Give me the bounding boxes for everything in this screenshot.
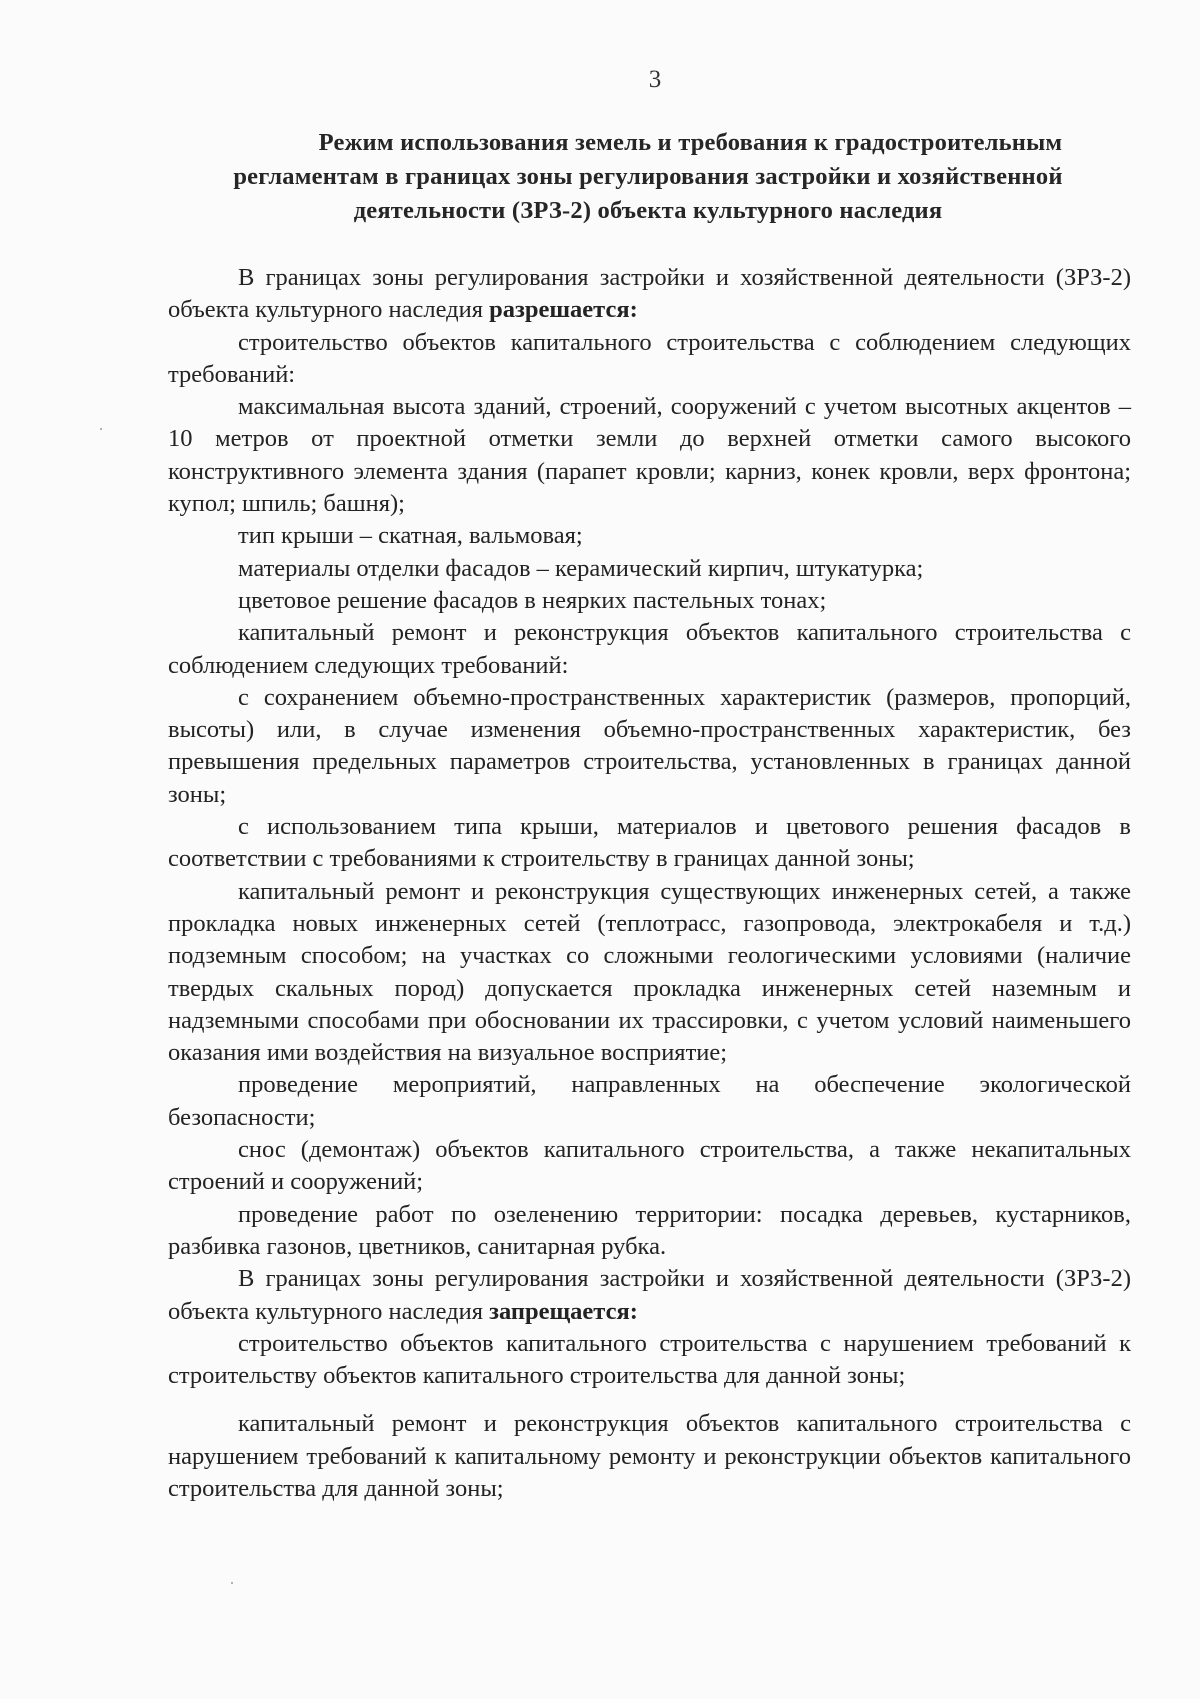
paragraph: строительство объектов капитального строительства с нарушением требований к строительству объектов капитального строительства для данной зоны; bbox=[168, 1329, 1131, 1390]
scan-speck bbox=[100, 428, 102, 430]
paragraph: цветовое решение фасадов в неярких пастельных тонах; bbox=[238, 586, 827, 614]
paragraph: капитальный ремонт и реконструкция объектов капитального строительства с нарушением требований к капитальному ремонту и реконструкции объектов капитального строительства для данной зоны; bbox=[168, 1410, 1131, 1502]
paragraph: материалы отделки фасадов – керамический кирпич, штукатурка; bbox=[238, 554, 924, 582]
page-number: 3 bbox=[648, 66, 662, 93]
paragraph: с сохранением объемно-пространственных характеристик (размеров, пропорций, высоты) или, в случае изменения объемно-пространственных характеристик, без превышения предельных параметров строительства, установленных в границах данной зоны; bbox=[168, 683, 1131, 808]
paragraph: капитальный ремонт и реконструкция объектов капитального строительства с соблюдением следующих требований: bbox=[168, 619, 1131, 679]
permitted-label: разрешается: bbox=[489, 296, 638, 324]
paragraph: строительство объектов капитального строительства с соблюдением следующих требований: bbox=[168, 328, 1131, 388]
paragraph: капитальный ремонт и реконструкция существующих инженерных сетей, а также прокладка новых инженерных сетей (теплотрасс, газопровода, электрокабеля и т.д.) подземным способом; на участках со сложными геологическими условиями (наличие твердых скальных пород) допускается прокладка инженерных сетей наземным и надземными способами при обосновании их трассировки, с учетом условий наименьшего оказания ими воздействия на визуальное восприятие; bbox=[168, 877, 1131, 1067]
document-title bbox=[168, 126, 1128, 228]
paragraph-permitted-intro: В границах зоны регулирования застройки и хозяйственной деятельности (ЗРЗ-2) объекта культурного наследия разрешается: bbox=[168, 264, 1131, 324]
title-line: регламентам в границах зоны регулирования застройки и хозяйственной bbox=[233, 163, 1063, 190]
paragraph: проведение мероприятий, направленных на обеспечение экологической безопасности; bbox=[168, 1071, 1131, 1131]
spacer bbox=[168, 1392, 1131, 1408]
paragraph: тип крыши – скатная, вальмовая; bbox=[238, 522, 583, 550]
title-line: деятельности (ЗРЗ-2) объекта культурного наследия bbox=[353, 197, 943, 224]
scan-speck bbox=[231, 1582, 233, 1584]
document-body bbox=[168, 262, 1131, 1505]
paragraph: с использованием типа крыши, материалов и цветового решения фасадов в соответствии с требованиями к строительству в границах данной зоны; bbox=[168, 813, 1131, 873]
paragraph-prohibited-intro: В границах зоны регулирования застройки и хозяйственной деятельности (ЗРЗ-2) объекта культурного наследия запрещается: bbox=[168, 1265, 1131, 1325]
prohibited-label: запрещается: bbox=[489, 1297, 638, 1325]
paragraph: максимальная высота зданий, строений, сооружений с учетом высотных акцентов – 10 метров от проектной отметки земли до верхней отметки самого высокого конструктивного элемента здания (парапет кровли; карниз, конек кровли, верх фронтона; купол; шпиль; башня); bbox=[168, 393, 1131, 518]
paragraph: снос (демонтаж) объектов капитального строительства, а также некапитальных строений и сооружений; bbox=[168, 1136, 1131, 1196]
title-line: Режим использования земель и требования к градостроительным bbox=[318, 129, 1063, 156]
paragraph: проведение работ по озеленению территории: посадка деревьев, кустарников, разбивка газонов, цветников, санитарная рубка. bbox=[168, 1200, 1131, 1260]
